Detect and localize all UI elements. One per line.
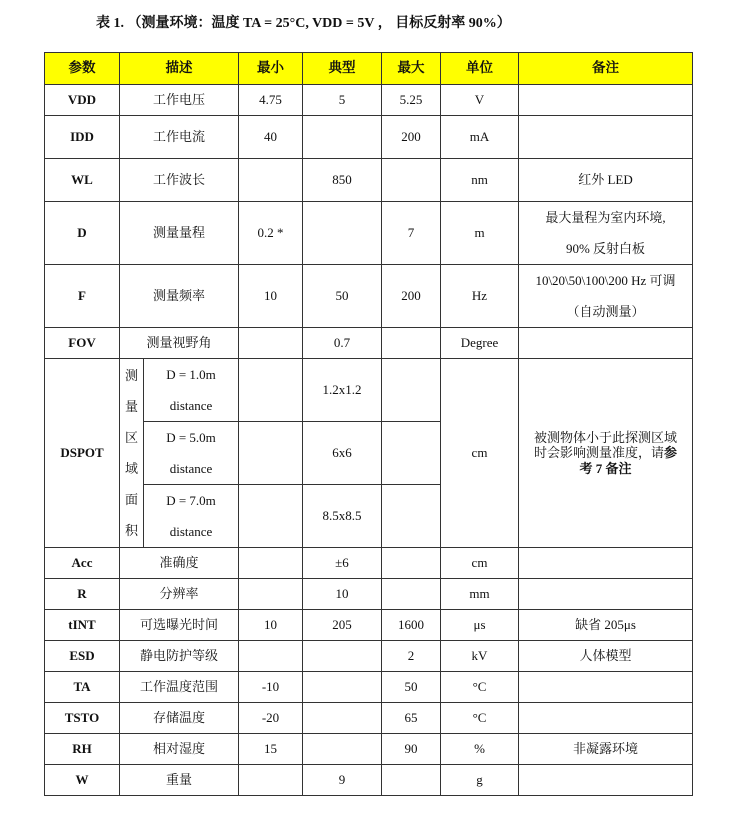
condition-line: D = 5.0m — [166, 430, 216, 445]
table-row-d — [45, 202, 693, 265]
note-cell — [519, 116, 693, 159]
note-line: 10\20\50\100\200 Hz 可调 — [535, 273, 676, 288]
max-cell — [382, 765, 441, 796]
header-typ: 典型 — [303, 53, 382, 85]
note-cell — [519, 672, 693, 703]
table-row-tint — [45, 610, 693, 641]
max-cell: 50 — [382, 672, 441, 703]
unit-cell: m — [441, 202, 519, 265]
max-cell: 1600 — [382, 610, 441, 641]
param-cell: ESD — [45, 641, 120, 672]
note-cell — [519, 765, 693, 796]
desc-cell: 分辨率 — [120, 579, 239, 610]
desc-cell: 相对湿度 — [120, 734, 239, 765]
min-cell — [239, 422, 303, 485]
note-cell: 人体模型 — [519, 641, 693, 672]
header-desc: 描述 — [120, 53, 239, 85]
unit-cell: cm — [441, 548, 519, 579]
table-row-dspot — [45, 359, 693, 422]
unit-cell: kV — [441, 641, 519, 672]
min-cell — [239, 579, 303, 610]
min-cell: 0.2 * — [239, 202, 303, 265]
condition-line: distance — [169, 524, 213, 539]
note-line — [519, 445, 692, 461]
table-row-idd — [45, 116, 693, 159]
header-note: 备注 — [519, 53, 693, 85]
note-cell — [519, 579, 693, 610]
header-max: 最大 — [382, 53, 441, 85]
note-cell — [519, 328, 693, 359]
desc-cell: 工作电压 — [120, 85, 239, 116]
typ-cell — [303, 202, 382, 265]
vertical-char: 量 — [124, 399, 138, 414]
typ-cell: 850 — [303, 159, 382, 202]
typ-cell: 205 — [303, 610, 382, 641]
typ-cell: 9 — [303, 765, 382, 796]
param-cell: FOV — [45, 328, 120, 359]
unit-cell: V — [441, 85, 519, 116]
min-cell — [239, 328, 303, 359]
unit-cell: μs — [441, 610, 519, 641]
note-line: 被测物体小于此探测区域 — [533, 429, 677, 445]
max-cell — [382, 328, 441, 359]
typ-cell: 0.7 — [303, 328, 382, 359]
param-cell: F — [45, 265, 120, 328]
header-row — [45, 53, 693, 85]
max-cell: 5.25 — [382, 85, 441, 116]
header-min: 最小 — [239, 53, 303, 85]
note-cell — [519, 265, 693, 328]
header-param: 参数 — [45, 53, 120, 85]
vertical-char: 积 — [124, 523, 138, 538]
max-cell — [382, 359, 441, 422]
typ-cell — [303, 703, 382, 734]
dspot-condition-cell — [144, 359, 239, 422]
max-cell: 200 — [382, 116, 441, 159]
note-bold-text: 参 — [664, 445, 678, 461]
condition-line: distance — [169, 461, 213, 476]
note-cell — [519, 548, 693, 579]
note-line: （自动测量） — [566, 304, 645, 319]
condition-line: D = 1.0m — [166, 367, 216, 382]
header-unit: 单位 — [441, 53, 519, 85]
vertical-char: 域 — [124, 461, 138, 476]
table-row-tsto — [45, 703, 693, 734]
min-cell: -10 — [239, 672, 303, 703]
min-cell: 15 — [239, 734, 303, 765]
desc-cell: 测量视野角 — [120, 328, 239, 359]
min-cell: -20 — [239, 703, 303, 734]
desc-cell: 静电防护等级 — [120, 641, 239, 672]
min-cell: 10 — [239, 265, 303, 328]
max-cell: 7 — [382, 202, 441, 265]
param-cell: tINT — [45, 610, 120, 641]
param-cell: VDD — [45, 85, 120, 116]
typ-cell — [303, 641, 382, 672]
typ-cell: 1.2x1.2 — [303, 359, 382, 422]
typ-cell: 5 — [303, 85, 382, 116]
desc-cell: 工作电流 — [120, 116, 239, 159]
dspot-vertical-label — [120, 359, 144, 548]
vertical-char: 区 — [124, 430, 138, 445]
unit-cell: Degree — [441, 328, 519, 359]
vertical-char: 测 — [124, 368, 138, 383]
param-cell: IDD — [45, 116, 120, 159]
typ-cell — [303, 672, 382, 703]
desc-cell: 测量频率 — [120, 265, 239, 328]
desc-cell: 测量量程 — [120, 202, 239, 265]
param-cell: R — [45, 579, 120, 610]
desc-cell: 工作波长 — [120, 159, 239, 202]
param-cell: RH — [45, 734, 120, 765]
typ-cell: 6x6 — [303, 422, 382, 485]
max-cell: 2 — [382, 641, 441, 672]
unit-cell: °C — [441, 672, 519, 703]
max-cell — [382, 422, 441, 485]
min-cell — [239, 548, 303, 579]
table-row-ta — [45, 672, 693, 703]
unit-cell: % — [441, 734, 519, 765]
dspot-condition-cell — [144, 422, 239, 485]
min-cell: 10 — [239, 610, 303, 641]
table-row-w — [45, 765, 693, 796]
table-row-acc — [45, 548, 693, 579]
condition-line: distance — [169, 398, 213, 413]
table-row-f — [45, 265, 693, 328]
table-row-r — [45, 579, 693, 610]
param-cell: W — [45, 765, 120, 796]
table-row-rh — [45, 734, 693, 765]
unit-cell: mm — [441, 579, 519, 610]
param-cell: WL — [45, 159, 120, 202]
note-cell — [519, 703, 693, 734]
note-cell: 非凝露环境 — [519, 734, 693, 765]
note-line: 考 7 备注 — [579, 460, 632, 476]
unit-cell: g — [441, 765, 519, 796]
note-cell — [519, 359, 693, 548]
table-row-wl — [45, 159, 693, 202]
param-cell: D — [45, 202, 120, 265]
note-cell: 缺省 205μs — [519, 610, 693, 641]
table-row-fov — [45, 328, 693, 359]
param-cell: TA — [45, 672, 120, 703]
unit-cell: cm — [441, 359, 519, 548]
max-cell — [382, 579, 441, 610]
unit-cell: °C — [441, 703, 519, 734]
note-line: 最大量程为室内环境, — [545, 210, 666, 225]
min-cell — [239, 641, 303, 672]
min-cell: 4.75 — [239, 85, 303, 116]
max-cell: 90 — [382, 734, 441, 765]
min-cell — [239, 159, 303, 202]
max-cell: 65 — [382, 703, 441, 734]
note-text: 时会影响测量准度，请 — [533, 445, 664, 461]
dspot-condition-cell — [144, 485, 239, 548]
table-row-esd — [45, 641, 693, 672]
param-cell: TSTO — [45, 703, 120, 734]
param-cell: DSPOT — [45, 359, 120, 548]
table-row-vdd — [45, 85, 693, 116]
max-cell — [382, 548, 441, 579]
min-cell — [239, 485, 303, 548]
desc-cell: 工作温度范围 — [120, 672, 239, 703]
min-cell — [239, 359, 303, 422]
note-cell — [519, 202, 693, 265]
note-cell: 红外 LED — [519, 159, 693, 202]
vertical-char: 面 — [124, 492, 138, 507]
max-cell — [382, 485, 441, 548]
typ-cell: 8.5x8.5 — [303, 485, 382, 548]
min-cell — [239, 765, 303, 796]
unit-cell: nm — [441, 159, 519, 202]
unit-cell: Hz — [441, 265, 519, 328]
max-cell — [382, 159, 441, 202]
table-caption: 表 1. （测量环境：温度 TA = 25°C, VDD = 5V ， 目标反射率 90%） — [96, 16, 511, 31]
typ-cell — [303, 734, 382, 765]
typ-cell: 50 — [303, 265, 382, 328]
unit-cell: mA — [441, 116, 519, 159]
desc-cell: 存储温度 — [120, 703, 239, 734]
min-cell: 40 — [239, 116, 303, 159]
typ-cell: ±6 — [303, 548, 382, 579]
typ-cell — [303, 116, 382, 159]
param-cell: Acc — [45, 548, 120, 579]
typ-cell: 10 — [303, 579, 382, 610]
max-cell: 200 — [382, 265, 441, 328]
condition-line: D = 7.0m — [166, 493, 216, 508]
desc-cell: 重量 — [120, 765, 239, 796]
desc-cell: 可选曝光时间 — [120, 610, 239, 641]
note-cell — [519, 85, 693, 116]
note-line: 90% 反射白板 — [565, 241, 646, 256]
spec-table — [44, 52, 693, 796]
desc-cell: 准确度 — [120, 548, 239, 579]
